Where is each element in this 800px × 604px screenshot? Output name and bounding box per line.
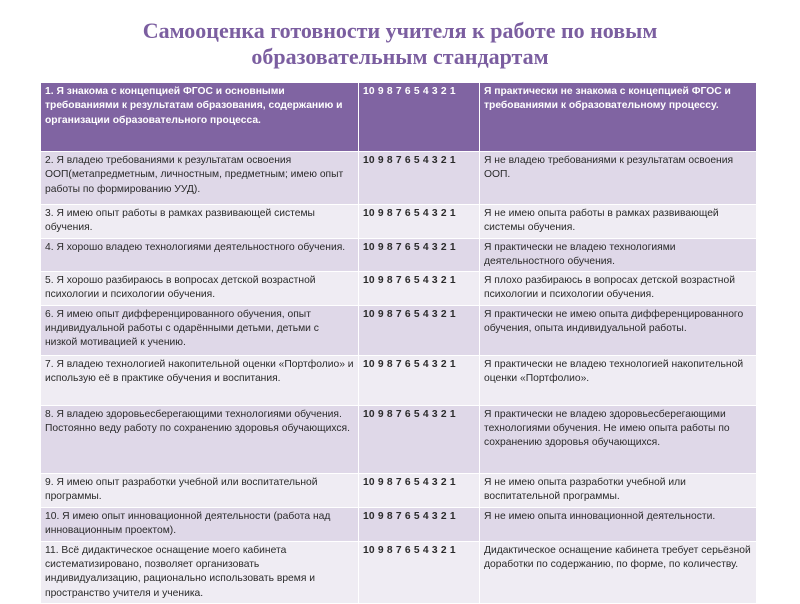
negative-statement: Дидактическое оснащение кабинета требует серьёзной доработки по содержанию, по форме, по количеству.	[480, 541, 757, 603]
header-positive-statement: 1. Я знакома с концепцией ФГОС и основными требованиями к результатам образования, содержанию и организации образовательного процесса.	[41, 83, 359, 152]
negative-statement: Я не имею опыта работы в рамках развивающей системы обучения.	[480, 205, 757, 239]
positive-statement: 8. Я владею здоровьесберегающими технологиями обучения. Постоянно веду работу по сохранению здоровья обучающихся.	[41, 405, 359, 473]
positive-statement: 9. Я имею опыт разработки учебной или воспитательной программы.	[41, 473, 359, 507]
negative-statement: Я практически не владею здоровьесберегающими технологиями обучения. Не имею опыта работы по сохранению здоровья обучающихся.	[480, 405, 757, 473]
positive-statement: 4. Я хорошо владею технологиями деятельностного обучения.	[41, 238, 359, 272]
positive-statement: 3. Я имею опыт работы в рамках развивающей системы обучения.	[41, 205, 359, 239]
positive-statement: 5. Я хорошо разбираюсь в вопросах детской возрастной психологии и психологии обучения.	[41, 272, 359, 306]
table-row	[41, 473, 757, 507]
table-row	[41, 405, 757, 473]
rating-scale: 10 9 8 7 6 5 4 3 2 1	[359, 405, 480, 473]
positive-statement: 11. Всё дидактическое оснащение моего кабинета систематизировано, позволяет организовать индивидуализацию, рационально использовать время и пространство учителя и ученика.	[41, 541, 359, 603]
negative-statement: Я практически не имею опыта дифференцированного обучения, опыта индивидуальной работы.	[480, 305, 757, 355]
rating-scale: 10 9 8 7 6 5 4 3 2 1	[359, 355, 480, 405]
table-row	[41, 507, 757, 541]
rating-scale: 10 9 8 7 6 5 4 3 2 1	[359, 205, 480, 239]
self-assessment-table	[40, 82, 757, 604]
header-scale: 10 9 8 7 6 5 4 3 2 1	[359, 83, 480, 152]
table-row	[41, 152, 757, 205]
rating-scale: 10 9 8 7 6 5 4 3 2 1	[359, 272, 480, 306]
negative-statement: Я не имею опыта разработки учебной или воспитательной программы.	[480, 473, 757, 507]
negative-statement: Я плохо разбираюсь в вопросах детской возрастной психологии и психологии обучения.	[480, 272, 757, 306]
rating-scale: 10 9 8 7 6 5 4 3 2 1	[359, 507, 480, 541]
positive-statement: 6. Я имею опыт дифференцированного обучения, опыт индивидуальной работы с одарёнными детьми, детьми с низкой мотивацией к учению.	[41, 305, 359, 355]
title-line-2: образовательным стандартам	[251, 44, 549, 69]
negative-statement: Я не владею требованиями к результатам освоения ООП.	[480, 152, 757, 205]
rating-scale: 10 9 8 7 6 5 4 3 2 1	[359, 473, 480, 507]
table-row	[41, 205, 757, 239]
title-line-1: Самооценка готовности учителя к работе по новым	[142, 18, 658, 43]
rating-scale: 10 9 8 7 6 5 4 3 2 1	[359, 152, 480, 205]
table-row	[41, 305, 757, 355]
positive-statement: 7. Я владею технологией накопительной оценки «Портфолио» и использую её в практике обучения и воспитания.	[41, 355, 359, 405]
table-row	[41, 272, 757, 306]
positive-statement: 2. Я владею требованиями к результатам освоения ООП(метапредметным, личностным, предметным; имею опыт работы по формированию УУД).	[41, 152, 359, 205]
page-title	[0, 18, 800, 70]
negative-statement: Я практически не владею технологиями деятельностного обучения.	[480, 238, 757, 272]
table-row	[41, 355, 757, 405]
table-row	[41, 238, 757, 272]
table-row	[41, 541, 757, 603]
table-header-row	[41, 83, 757, 152]
rating-scale: 10 9 8 7 6 5 4 3 2 1	[359, 238, 480, 272]
positive-statement: 10. Я имею опыт инновационной деятельности (работа над инновационным проектом).	[41, 507, 359, 541]
negative-statement: Я практически не владею технологией накопительной оценки «Портфолио».	[480, 355, 757, 405]
negative-statement: Я не имею опыта инновационной деятельности.	[480, 507, 757, 541]
header-negative-statement: Я практически не знакома с концепцией ФГОС и требованиями к образовательному процессу.	[480, 83, 757, 152]
rating-scale: 10 9 8 7 6 5 4 3 2 1	[359, 305, 480, 355]
rating-scale: 10 9 8 7 6 5 4 3 2 1	[359, 541, 480, 603]
